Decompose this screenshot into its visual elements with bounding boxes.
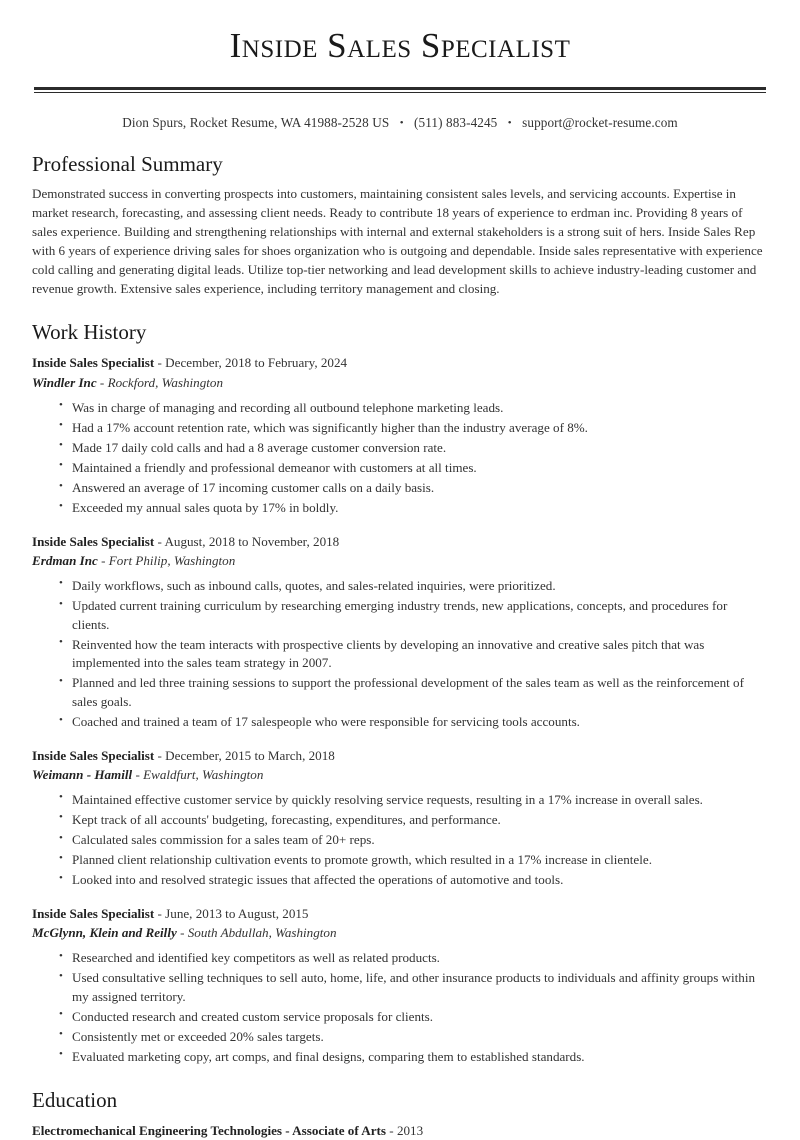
job-title-line: [32, 353, 768, 373]
job-company-dash: -: [101, 553, 106, 569]
job-company-dash: -: [180, 925, 185, 941]
job-company: Erdman Inc: [32, 553, 98, 569]
job-title-line: [32, 532, 768, 552]
job-location: Ewaldfurt, Washington: [143, 767, 264, 783]
job-title-dash: -: [157, 355, 162, 371]
job-company-dash: -: [99, 375, 105, 391]
header-divider: [32, 87, 768, 94]
section-work-history: [32, 320, 768, 1066]
job-bullet: • Planned client relationship cultivation events to promote growth, which resulted in a 17% increase in clientele.: [59, 851, 768, 870]
contact-line: [32, 115, 768, 131]
job-location: Fort Philip, Washington: [108, 553, 236, 569]
job-bullet: • Reinvented how the team interacts with prospective clients by developing an innovative and creative sales pitch that was implemented into the sales team strategy in 2007.: [59, 636, 768, 673]
job-bullet: • Researched and identified key competitors as well as related products.: [59, 949, 768, 968]
section-education: [32, 1088, 768, 1140]
job-title: Inside Sales Specialist: [32, 905, 155, 921]
work-history-entry: [32, 746, 768, 890]
section-heading-professional-summary: Professional Summary: [32, 152, 223, 177]
work-history-entry: [32, 532, 768, 732]
job-company-line: [32, 373, 768, 393]
job-dates: June, 2013 to August, 2015: [165, 905, 309, 921]
job-company-dash: -: [135, 767, 140, 783]
job-dates: December, 2015 to March, 2018: [165, 747, 335, 763]
job-bullet-list: [32, 791, 768, 890]
job-title: Inside Sales Specialist: [32, 747, 155, 763]
job-bullet: • Consistently met or exceeded 20% sales targets.: [59, 1028, 768, 1047]
job-bullet: • Updated current training curriculum by researching emerging industry trends, new applications, concepts, and procedures for clients.: [59, 597, 768, 634]
contact-separator-2: •: [507, 117, 512, 130]
job-bullet: • Maintained effective customer service by quickly resolving service requests, resulting in a 17% increase in overall sales.: [59, 791, 768, 810]
contact-address: Dion Spurs, Rocket Resume, WA 41988-2528 US: [122, 115, 390, 131]
job-bullet: • Had a 17% account retention rate, which was significantly higher than the industry average of 8%.: [59, 419, 768, 438]
job-bullet-list: [32, 577, 768, 732]
job-bullet: • Used consultative selling techniques to sell auto, home, life, and other insurance products to individuals and affinity groups within my assigned territory.: [59, 969, 768, 1006]
job-title: Inside Sales Specialist: [32, 355, 155, 371]
contact-phone: (511) 883-4245: [414, 115, 498, 131]
page-title: Inside Sales Specialist: [229, 26, 571, 65]
job-company-line: [32, 923, 768, 943]
job-company-line: [32, 765, 768, 785]
job-bullet: • Daily workflows, such as inbound calls, quotes, and sales-related inquiries, were prioritized.: [59, 577, 768, 596]
education-program: Electromechanical Engineering Technologies - Associate of Arts: [32, 1122, 386, 1138]
section-heading-education: Education: [32, 1087, 118, 1112]
job-title-dash: -: [157, 905, 162, 921]
work-history-entry: [32, 904, 768, 1067]
job-bullet: • Maintained a friendly and professional demeanor with customers at all times.: [59, 459, 768, 478]
job-company-line: [32, 551, 768, 571]
education-entry: [32, 1121, 768, 1140]
job-title-dash: -: [157, 533, 162, 549]
job-bullet: • Evaluated marketing copy, art comps, and final designs, comparing them to established standards.: [59, 1048, 768, 1067]
job-bullet: • Looked into and resolved strategic issues that affected the operations of automotive and tools.: [59, 871, 768, 890]
job-dates: December, 2018 to February, 2024: [165, 355, 348, 371]
section-heading-work-history: Work History: [32, 320, 147, 345]
job-bullet: • Was in charge of managing and recording all outbound telephone marketing leads.: [59, 399, 768, 418]
job-company: Weimann - Hamill: [32, 767, 133, 783]
job-title-dash: -: [157, 747, 162, 763]
job-title-line: [32, 746, 768, 766]
job-title-line: [32, 904, 768, 924]
work-history-entry: [32, 353, 768, 517]
education-dash: -: [389, 1122, 394, 1138]
contact-separator-1: •: [399, 117, 404, 130]
job-company: Windler Inc: [32, 375, 97, 391]
divider-rule-thin: [34, 92, 766, 94]
job-bullet: • Exceeded my annual sales quota by 17% in boldly.: [59, 499, 768, 518]
job-location: Rockford, Washington: [107, 375, 223, 391]
job-title: Inside Sales Specialist: [32, 533, 155, 549]
job-bullet-list: [32, 949, 768, 1066]
job-bullet: • Made 17 daily cold calls and had a 8 average customer conversion rate.: [59, 439, 768, 458]
job-bullet-list: [32, 399, 768, 518]
job-bullet: • Conducted research and created custom service proposals for clients.: [59, 1008, 768, 1027]
job-bullet: • Planned and led three training sessions to support the professional development of the sales team as well as the reinforcement of sales goals.: [59, 674, 768, 711]
section-professional-summary: [32, 152, 768, 299]
summary-paragraph: Demonstrated success in converting prospects into customers, maintaining consistent sales levels, and servicing accounts. Expertise in market research, forecasting, and assessing client needs. Ready to contribute 18 years of experience to erdman inc. Providing 8 years of sales experience. Building and strengthening relationships with internal and external stakeholders is a strong suit of hers. Inside Sales Rep with 6 years of experience driving sales for shoes organization who is outgoing and dependable. Inside sales representative with experience cold calling and generating digital leads. Utilize top-tier networking and lead development skills to achieve industry-leading customer and revenue growth. Extensive sales experience, including territory management and closing.: [32, 186, 763, 297]
contact-email: support@rocket-resume.com: [522, 115, 678, 131]
job-company: McGlynn, Klein and Reilly: [32, 925, 177, 941]
job-bullet: • Coached and trained a team of 17 salespeople who were responsible for servicing tools accounts.: [59, 713, 768, 732]
job-bullet: • Answered an average of 17 incoming customer calls on a daily basis.: [59, 479, 768, 498]
education-year: 2013: [396, 1122, 424, 1138]
job-location: South Abdullah, Washington: [187, 925, 337, 941]
job-dates: August, 2018 to November, 2018: [164, 533, 340, 549]
job-bullet: • Calculated sales commission for a sales team of 20+ reps.: [59, 831, 768, 850]
job-bullet: • Kept track of all accounts' budgeting, forecasting, expenditures, and performance.: [59, 811, 768, 830]
